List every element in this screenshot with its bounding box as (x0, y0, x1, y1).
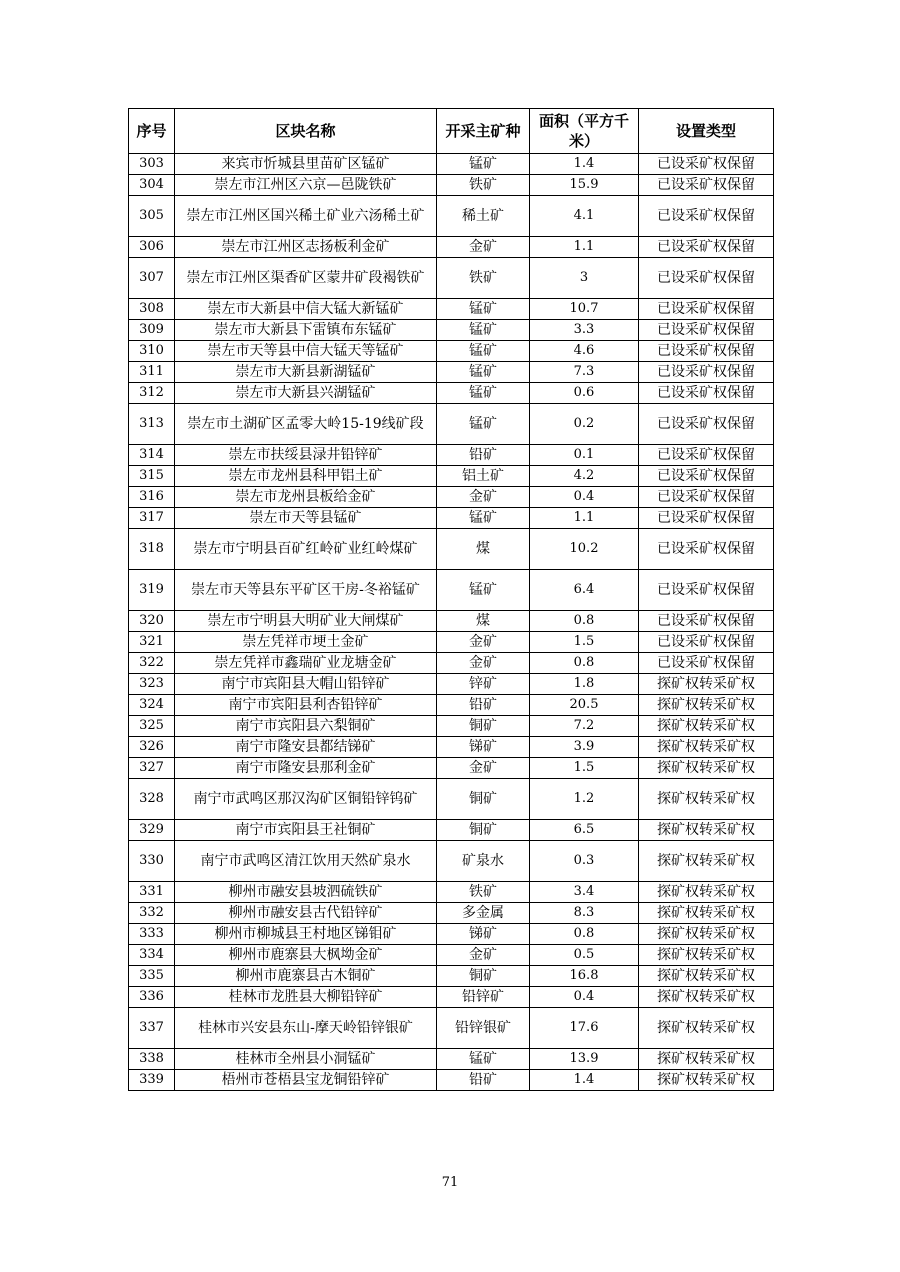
cell-block-name: 桂林市兴安县东山-摩天岭铅锌银矿 (175, 1008, 437, 1049)
cell-area: 6.5 (530, 820, 639, 841)
table-row (129, 258, 774, 299)
cell-block-name: 柳州市融安县坡泗硫铁矿 (175, 882, 437, 903)
cell-type: 已设采矿权保留 (639, 570, 774, 611)
cell-type: 探矿权转采矿权 (639, 924, 774, 945)
cell-area: 1.5 (530, 758, 639, 779)
cell-mineral: 铅矿 (437, 1070, 530, 1091)
cell-area: 17.6 (530, 1008, 639, 1049)
cell-block-name: 南宁市隆安县那利金矿 (175, 758, 437, 779)
cell-block-name: 崇左市龙州县科甲铝土矿 (175, 466, 437, 487)
cell-block-name: 崇左市大新县兴湖锰矿 (175, 383, 437, 404)
cell-mineral: 铜矿 (437, 779, 530, 820)
cell-index: 339 (129, 1070, 175, 1091)
cell-area: 3.9 (530, 737, 639, 758)
page-number: 71 (441, 1175, 459, 1190)
table-row (129, 383, 774, 404)
cell-area: 3.3 (530, 320, 639, 341)
table-row (129, 154, 774, 175)
header-index: 序号 (129, 109, 175, 154)
table-row (129, 196, 774, 237)
cell-mineral: 金矿 (437, 487, 530, 508)
cell-mineral: 金矿 (437, 237, 530, 258)
cell-type: 探矿权转采矿权 (639, 1049, 774, 1070)
table-row (129, 299, 774, 320)
cell-area: 20.5 (530, 695, 639, 716)
cell-type: 已设采矿权保留 (639, 632, 774, 653)
cell-mineral: 铅锌矿 (437, 987, 530, 1008)
cell-mineral: 铁矿 (437, 258, 530, 299)
cell-block-name: 柳州市柳城县王村地区锑钼矿 (175, 924, 437, 945)
cell-type: 探矿权转采矿权 (639, 903, 774, 924)
cell-area: 0.1 (530, 445, 639, 466)
cell-area: 10.2 (530, 529, 639, 570)
cell-type: 探矿权转采矿权 (639, 987, 774, 1008)
cell-index: 329 (129, 820, 175, 841)
cell-type: 已设采矿权保留 (639, 175, 774, 196)
table-row (129, 903, 774, 924)
cell-mineral: 矿泉水 (437, 841, 530, 882)
cell-index: 316 (129, 487, 175, 508)
cell-type: 已设采矿权保留 (639, 383, 774, 404)
table-row (129, 882, 774, 903)
cell-mineral: 铅矿 (437, 695, 530, 716)
table-row (129, 779, 774, 820)
cell-mineral: 锰矿 (437, 154, 530, 175)
cell-type: 已设采矿权保留 (639, 362, 774, 383)
cell-mineral: 锑矿 (437, 924, 530, 945)
cell-mineral: 锰矿 (437, 1049, 530, 1070)
table-row (129, 237, 774, 258)
cell-area: 0.2 (530, 404, 639, 445)
cell-type: 已设采矿权保留 (639, 445, 774, 466)
table-row (129, 611, 774, 632)
cell-type: 已设采矿权保留 (639, 508, 774, 529)
cell-index: 320 (129, 611, 175, 632)
cell-area: 1.1 (530, 508, 639, 529)
cell-mineral: 煤 (437, 611, 530, 632)
table-row (129, 758, 774, 779)
table-row (129, 570, 774, 611)
cell-area: 13.9 (530, 1049, 639, 1070)
cell-type: 已设采矿权保留 (639, 653, 774, 674)
cell-area: 0.6 (530, 383, 639, 404)
cell-mineral: 锰矿 (437, 341, 530, 362)
cell-index: 321 (129, 632, 175, 653)
cell-block-name: 南宁市宾阳县六梨铜矿 (175, 716, 437, 737)
mining-blocks-table (128, 108, 774, 1091)
table-row (129, 945, 774, 966)
cell-block-name: 柳州市鹿寨县大枫坳金矿 (175, 945, 437, 966)
cell-type: 已设采矿权保留 (639, 487, 774, 508)
cell-index: 337 (129, 1008, 175, 1049)
cell-block-name: 南宁市武鸣区那汉沟矿区铜铅锌钨矿 (175, 779, 437, 820)
cell-type: 探矿权转采矿权 (639, 758, 774, 779)
cell-index: 310 (129, 341, 175, 362)
header-type: 设置类型 (639, 109, 774, 154)
table-row (129, 1070, 774, 1091)
cell-type: 已设采矿权保留 (639, 341, 774, 362)
table-row (129, 1049, 774, 1070)
cell-block-name: 崇左市天等县中信大锰天等锰矿 (175, 341, 437, 362)
cell-type: 探矿权转采矿权 (639, 882, 774, 903)
cell-type: 探矿权转采矿权 (639, 674, 774, 695)
cell-type: 已设采矿权保留 (639, 299, 774, 320)
cell-area: 1.1 (530, 237, 639, 258)
cell-index: 312 (129, 383, 175, 404)
cell-index: 334 (129, 945, 175, 966)
cell-index: 315 (129, 466, 175, 487)
cell-type: 探矿权转采矿权 (639, 716, 774, 737)
cell-mineral: 锰矿 (437, 299, 530, 320)
cell-block-name: 崇左市龙州县板给金矿 (175, 487, 437, 508)
table-row (129, 820, 774, 841)
cell-index: 308 (129, 299, 175, 320)
cell-type: 探矿权转采矿权 (639, 841, 774, 882)
table-row (129, 175, 774, 196)
cell-area: 1.4 (530, 1070, 639, 1091)
table-row (129, 1008, 774, 1049)
cell-area: 0.3 (530, 841, 639, 882)
cell-mineral: 铁矿 (437, 175, 530, 196)
cell-index: 338 (129, 1049, 175, 1070)
cell-index: 323 (129, 674, 175, 695)
cell-index: 328 (129, 779, 175, 820)
cell-mineral: 稀土矿 (437, 196, 530, 237)
cell-index: 333 (129, 924, 175, 945)
cell-mineral: 锰矿 (437, 320, 530, 341)
cell-area: 1.5 (530, 632, 639, 653)
cell-area: 4.6 (530, 341, 639, 362)
table-row (129, 404, 774, 445)
cell-index: 335 (129, 966, 175, 987)
cell-index: 330 (129, 841, 175, 882)
cell-block-name: 南宁市隆安县都结锑矿 (175, 737, 437, 758)
cell-area: 0.4 (530, 487, 639, 508)
cell-index: 305 (129, 196, 175, 237)
cell-block-name: 桂林市全州县小洞锰矿 (175, 1049, 437, 1070)
cell-type: 已设采矿权保留 (639, 258, 774, 299)
cell-block-name: 南宁市宾阳县利杏铅锌矿 (175, 695, 437, 716)
cell-mineral: 锰矿 (437, 570, 530, 611)
cell-block-name: 崇左市土湖矿区孟零大岭15-19线矿段 (175, 404, 437, 445)
table-row (129, 508, 774, 529)
cell-area: 1.4 (530, 154, 639, 175)
cell-block-name: 桂林市龙胜县大柳铅锌矿 (175, 987, 437, 1008)
table-row (129, 695, 774, 716)
cell-type: 已设采矿权保留 (639, 237, 774, 258)
cell-type: 探矿权转采矿权 (639, 966, 774, 987)
cell-mineral: 铁矿 (437, 882, 530, 903)
cell-index: 322 (129, 653, 175, 674)
table-row (129, 487, 774, 508)
cell-mineral: 多金属 (437, 903, 530, 924)
cell-block-name: 崇左市扶绥县渌井铅锌矿 (175, 445, 437, 466)
cell-index: 314 (129, 445, 175, 466)
cell-type: 已设采矿权保留 (639, 154, 774, 175)
cell-area: 7.3 (530, 362, 639, 383)
cell-area: 0.8 (530, 924, 639, 945)
cell-block-name: 崇左市大新县新湖锰矿 (175, 362, 437, 383)
cell-mineral: 铜矿 (437, 716, 530, 737)
cell-block-name: 崇左市宁明县大明矿业大闸煤矿 (175, 611, 437, 632)
cell-type: 探矿权转采矿权 (639, 820, 774, 841)
cell-type: 探矿权转采矿权 (639, 1070, 774, 1091)
cell-index: 311 (129, 362, 175, 383)
cell-index: 306 (129, 237, 175, 258)
cell-index: 326 (129, 737, 175, 758)
cell-type: 探矿权转采矿权 (639, 945, 774, 966)
table-row (129, 987, 774, 1008)
cell-mineral: 锌矿 (437, 674, 530, 695)
table-row (129, 445, 774, 466)
cell-block-name: 崇左市江州区志扬板利金矿 (175, 237, 437, 258)
cell-block-name: 崇左市大新县下雷镇布东锰矿 (175, 320, 437, 341)
cell-type: 探矿权转采矿权 (639, 779, 774, 820)
table-row (129, 632, 774, 653)
cell-area: 0.4 (530, 987, 639, 1008)
cell-block-name: 柳州市鹿寨县古木铜矿 (175, 966, 437, 987)
header-area: 面积（平方千米） (530, 109, 639, 154)
cell-index: 304 (129, 175, 175, 196)
cell-block-name: 南宁市宾阳县王社铜矿 (175, 820, 437, 841)
table-row (129, 362, 774, 383)
table-row (129, 841, 774, 882)
cell-index: 318 (129, 529, 175, 570)
table-row (129, 674, 774, 695)
cell-mineral: 金矿 (437, 653, 530, 674)
cell-block-name: 崇左市宁明县百矿红岭矿业红岭煤矿 (175, 529, 437, 570)
cell-mineral: 金矿 (437, 632, 530, 653)
cell-area: 1.2 (530, 779, 639, 820)
table-row (129, 716, 774, 737)
cell-block-name: 崇左市天等县锰矿 (175, 508, 437, 529)
cell-mineral: 煤 (437, 529, 530, 570)
cell-block-name: 崇左凭祥市埂土金矿 (175, 632, 437, 653)
cell-block-name: 崇左市江州区国兴稀土矿业六汤稀土矿 (175, 196, 437, 237)
cell-index: 317 (129, 508, 175, 529)
cell-mineral: 铅矿 (437, 445, 530, 466)
table-body (129, 154, 774, 1091)
cell-block-name: 崇左凭祥市鑫瑞矿业龙塘金矿 (175, 653, 437, 674)
cell-mineral: 锰矿 (437, 362, 530, 383)
cell-index: 303 (129, 154, 175, 175)
table-row (129, 737, 774, 758)
cell-block-name: 南宁市宾阳县大帽山铅锌矿 (175, 674, 437, 695)
cell-area: 4.2 (530, 466, 639, 487)
cell-mineral: 金矿 (437, 758, 530, 779)
cell-area: 0.5 (530, 945, 639, 966)
cell-area: 7.2 (530, 716, 639, 737)
cell-mineral: 铜矿 (437, 820, 530, 841)
cell-area: 6.4 (530, 570, 639, 611)
cell-type: 探矿权转采矿权 (639, 695, 774, 716)
cell-area: 0.8 (530, 653, 639, 674)
cell-area: 3 (530, 258, 639, 299)
cell-type: 已设采矿权保留 (639, 529, 774, 570)
cell-block-name: 崇左市江州区渠香矿区蒙井矿段褐铁矿 (175, 258, 437, 299)
cell-index: 319 (129, 570, 175, 611)
cell-mineral: 锑矿 (437, 737, 530, 758)
cell-index: 324 (129, 695, 175, 716)
cell-area: 16.8 (530, 966, 639, 987)
cell-block-name: 崇左市大新县中信大锰大新锰矿 (175, 299, 437, 320)
cell-area: 8.3 (530, 903, 639, 924)
cell-index: 336 (129, 987, 175, 1008)
cell-area: 1.8 (530, 674, 639, 695)
cell-mineral: 锰矿 (437, 383, 530, 404)
cell-index: 327 (129, 758, 175, 779)
table-header-row (129, 109, 774, 154)
cell-mineral: 铝土矿 (437, 466, 530, 487)
cell-block-name: 来宾市忻城县里苗矿区锰矿 (175, 154, 437, 175)
cell-type: 已设采矿权保留 (639, 320, 774, 341)
table-row (129, 529, 774, 570)
cell-area: 0.8 (530, 611, 639, 632)
cell-block-name: 梧州市苍梧县宝龙铜铅锌矿 (175, 1070, 437, 1091)
cell-type: 已设采矿权保留 (639, 196, 774, 237)
cell-area: 3.4 (530, 882, 639, 903)
table-row (129, 320, 774, 341)
header-block-name: 区块名称 (175, 109, 437, 154)
cell-type: 探矿权转采矿权 (639, 737, 774, 758)
cell-area: 4.1 (530, 196, 639, 237)
cell-index: 325 (129, 716, 175, 737)
cell-block-name: 南宁市武鸣区清江饮用天然矿泉水 (175, 841, 437, 882)
cell-area: 10.7 (530, 299, 639, 320)
cell-area: 15.9 (530, 175, 639, 196)
cell-mineral: 金矿 (437, 945, 530, 966)
cell-index: 331 (129, 882, 175, 903)
cell-mineral: 锰矿 (437, 404, 530, 445)
cell-mineral: 锰矿 (437, 508, 530, 529)
cell-block-name: 崇左市天等县东平矿区干房-冬裕锰矿 (175, 570, 437, 611)
table-row (129, 924, 774, 945)
cell-block-name: 柳州市融安县古代铅锌矿 (175, 903, 437, 924)
cell-type: 已设采矿权保留 (639, 404, 774, 445)
table-row (129, 653, 774, 674)
table-row (129, 966, 774, 987)
cell-block-name: 崇左市江州区六京—邑陇铁矿 (175, 175, 437, 196)
cell-mineral: 铜矿 (437, 966, 530, 987)
cell-index: 313 (129, 404, 175, 445)
cell-type: 已设采矿权保留 (639, 466, 774, 487)
table-row (129, 466, 774, 487)
cell-type: 已设采矿权保留 (639, 611, 774, 632)
table-row (129, 341, 774, 362)
cell-index: 332 (129, 903, 175, 924)
cell-mineral: 铅锌银矿 (437, 1008, 530, 1049)
cell-type: 探矿权转采矿权 (639, 1008, 774, 1049)
cell-index: 307 (129, 258, 175, 299)
cell-index: 309 (129, 320, 175, 341)
header-mineral: 开采主矿种 (437, 109, 530, 154)
